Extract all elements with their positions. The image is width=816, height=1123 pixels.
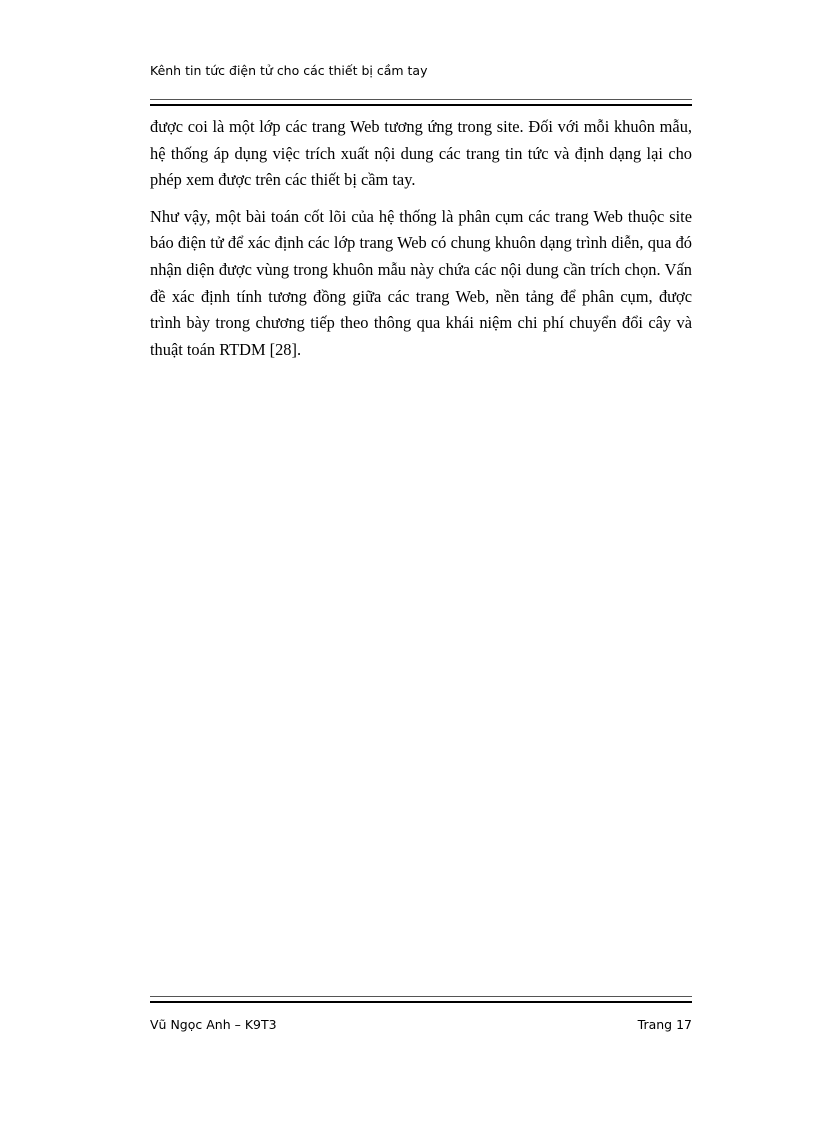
header-rule-thin (150, 99, 692, 100)
body-text (150, 114, 692, 373)
footer-rule-thick (150, 1001, 692, 1003)
footer-rule-thin (150, 996, 692, 997)
paragraph-1: được coi là một lớp các trang Web tương ứng trong site. Đối với mỗi khuôn mẫu, hệ thống áp dụng việc trích xuất nội dung các trang tin tức và định dạng lại cho phép xem được trên các thiết bị cầm tay. (150, 117, 692, 190)
header-rule-thick (150, 104, 692, 106)
page-number: Trang 17 (637, 1017, 692, 1032)
paragraph-2: Như vậy, một bài toán cốt lõi của hệ thống là phân cụm các trang Web thuộc site báo điện tử để xác định các lớp trang Web có chung khuôn dạng trình diễn, qua đó nhận diện được vùng trong khuôn mẫu này chứa các nội dung cần trích chọn. Vấn đề xác định tính tương đồng giữa các trang Web, nền tảng để phân cụm, được trình bày trong chương tiếp theo thông qua khái niệm chi phí chuyển đổi cây và thuật toán RTDM [28]. (150, 206, 692, 359)
running-header: Kênh tin tức điện tử cho các thiết bị cầm tay (150, 63, 428, 78)
footer-author: Vũ Ngọc Anh – K9T3 (150, 1017, 277, 1032)
